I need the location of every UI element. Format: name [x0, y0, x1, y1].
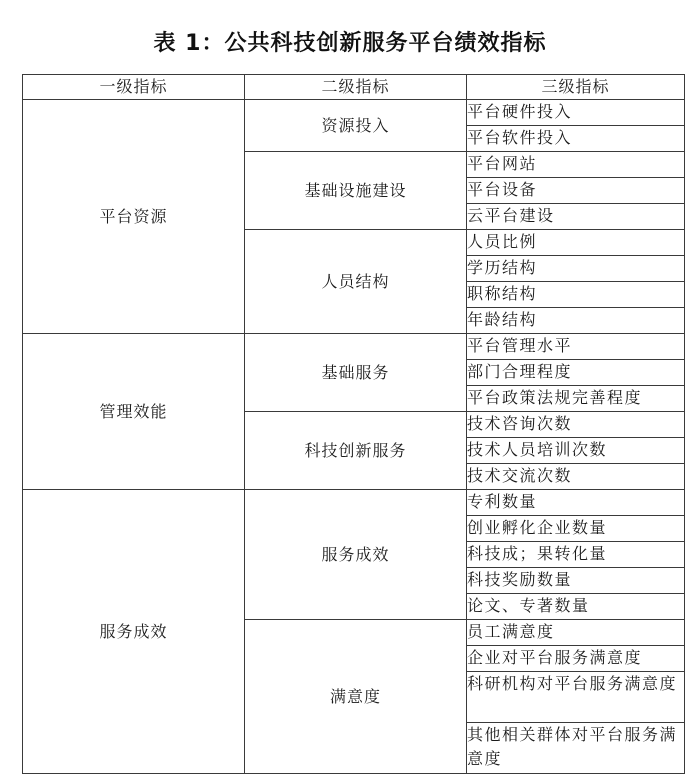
level3-cell: 科研机构对平台服务满意度 [467, 672, 685, 723]
level2-cell: 满意度 [245, 620, 467, 774]
level2-cell: 科技创新服务 [245, 412, 467, 490]
level3-cell: 学历结构 [467, 256, 685, 282]
level2-cell: 人员结构 [245, 230, 467, 334]
level1-cell: 服务成效 [23, 490, 245, 774]
level3-cell: 科技成；果转化量 [467, 542, 685, 568]
level3-cell: 职称结构 [467, 282, 685, 308]
level2-cell: 资源投入 [245, 100, 467, 152]
level3-cell: 技术交流次数 [467, 464, 685, 490]
level3-cell: 企业对平台服务满意度 [467, 646, 685, 672]
level3-cell: 员工满意度 [467, 620, 685, 646]
level3-cell: 技术咨询次数 [467, 412, 685, 438]
level3-cell: 平台软件投入 [467, 126, 685, 152]
header-level3: 三级指标 [467, 75, 685, 100]
level2-cell: 基础设施建设 [245, 152, 467, 230]
level3-cell: 平台设备 [467, 178, 685, 204]
level3-cell: 专利数量 [467, 490, 685, 516]
header-level2: 二级指标 [245, 75, 467, 100]
level3-cell: 平台网站 [467, 152, 685, 178]
level3-cell: 其他相关群体对平台服务满意度 [467, 723, 685, 774]
level2-cell: 服务成效 [245, 490, 467, 620]
level3-cell: 云平台建设 [467, 204, 685, 230]
table-title: 表 1：公共科技创新服务平台绩效指标 [153, 31, 547, 56]
level3-cell: 平台硬件投入 [467, 100, 685, 126]
table-row [23, 490, 685, 516]
level3-cell: 年龄结构 [467, 308, 685, 334]
header-row [23, 75, 685, 100]
table-row [23, 334, 685, 360]
table-row [23, 100, 685, 126]
header-level1: 一级指标 [23, 75, 245, 100]
level2-cell: 基础服务 [245, 334, 467, 412]
metrics-table [22, 74, 685, 774]
level3-cell: 平台管理水平 [467, 334, 685, 360]
level3-cell: 科技奖励数量 [467, 568, 685, 594]
level3-cell: 技术人员培训次数 [467, 438, 685, 464]
level3-cell: 论文、专著数量 [467, 594, 685, 620]
level3-cell: 平台政策法规完善程度 [467, 386, 685, 412]
level3-cell: 部门合理程度 [467, 360, 685, 386]
level3-cell: 创业孵化企业数量 [467, 516, 685, 542]
level1-cell: 管理效能 [23, 334, 245, 490]
level1-cell: 平台资源 [23, 100, 245, 334]
level3-cell: 人员比例 [467, 230, 685, 256]
